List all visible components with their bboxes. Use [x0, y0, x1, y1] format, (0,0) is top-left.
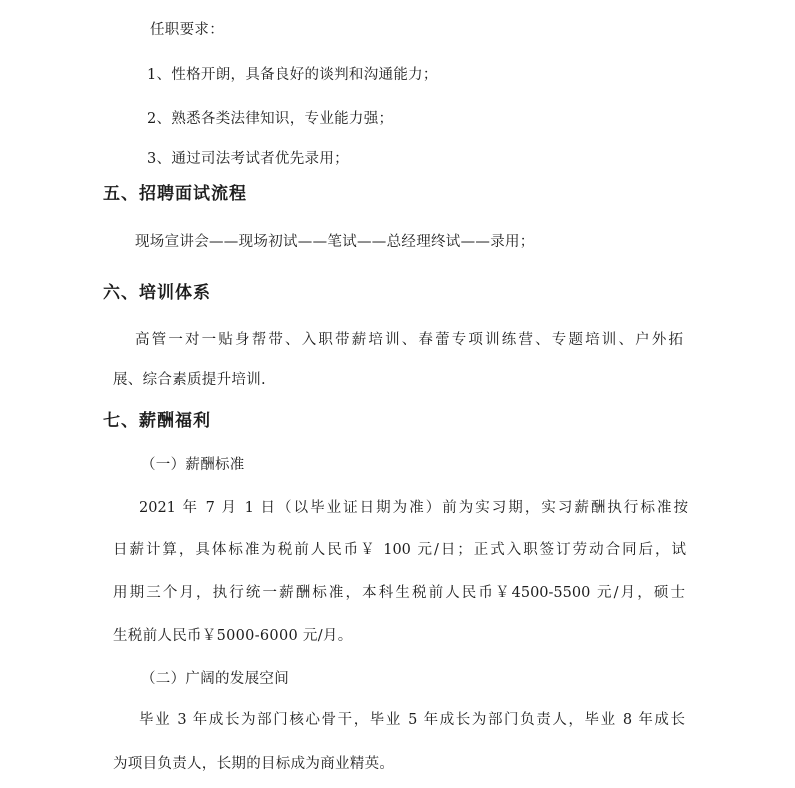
development-space-subtitle: （二）广阔的发展空间 — [141, 671, 289, 687]
salary-standard-line-1: 2021 年 7 月 1 日（以毕业证日期为准）前为实习期，实习薪酬执行标准按 — [139, 500, 688, 516]
development-space-line-2: 为项目负责人，长期的目标成为商业精英。 — [113, 756, 395, 772]
salary-standard-line-3: 用期三个月，执行统一薪酬标准，本科生税前人民币￥4500-5500 元/月，硕士 — [113, 585, 685, 601]
requirement-item-2: 2、熟悉各类法律知识，专业能力强； — [147, 111, 394, 127]
section-heading-salary-benefits: 七、薪酬福利 — [103, 411, 211, 431]
interview-process-line: 现场宣讲会——现场初试——笔试——总经理终试——录用； — [135, 234, 535, 250]
salary-standard-subtitle: （一）薪酬标准 — [141, 457, 245, 473]
development-space-line-1: 毕业 3 年成长为部门核心骨干，毕业 5 年成长为部门负责人，毕业 8 年成长 — [139, 712, 685, 728]
requirement-item-3: 3、通过司法考试者优先录用； — [147, 151, 349, 167]
job-requirements-label: 任职要求： — [150, 22, 224, 38]
section-heading-interview-process: 五、招聘面试流程 — [103, 184, 247, 204]
salary-standard-line-2: 日薪计算，具体标准为税前人民币￥ 100 元/日；正式入职签订劳动合同后，试 — [113, 542, 686, 558]
training-paragraph-line-1: 高管一对一贴身帮带、入职带薪培训、春蕾专项训练营、专题培训、户外拓 — [135, 332, 683, 348]
requirement-item-1: 1、性格开朗，具备良好的谈判和沟通能力； — [147, 67, 438, 83]
training-paragraph-line-2: 展、综合素质提升培训. — [113, 372, 266, 388]
salary-standard-line-4: 生税前人民币￥5000-6000 元/月。 — [113, 628, 353, 644]
section-heading-training-system: 六、培训体系 — [103, 283, 211, 303]
